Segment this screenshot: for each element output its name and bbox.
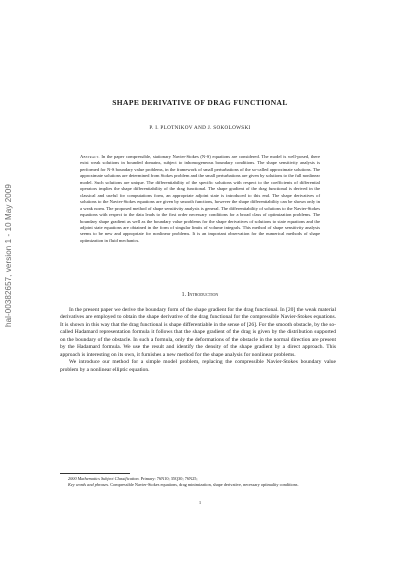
msc-text: Primary: 76N10; 35Q30; 76N25; [140,476,198,481]
msc-label: 2000 Mathematics Subject Classification. [68,476,140,481]
keywords-text: Compressible Navier-Stokes equations, drag minimization, shape derivative, necessary optimality conditions. [110,482,299,487]
page-number: 1 [198,500,202,505]
abstract-text: In the paper compressible, stationary Navier-Stokes (N-S) equations are considered. The model is well-posed, there exist weak solutions in bounded domains, subject to inhomogeneous boundary conditions. The shape sensitivity analysis is performed for N-S boundary value problems, in the framework of small perturbations of the so-called approximate solutions. The approximate solutions are determined from Stokes problem and the small perturbations are given by solutions to the full nonlinear model. Such solutions are unique. The differentiability of the specific solutions with respect to the coefficients of differential operators implies the shape differentiability of the drag functional. The shape gradient of the drag functional is derived in the classical and useful for computations form, an appropriate adjoint state is introduced to this end. The shape derivatives of solutions to the Navier-Stokes equations are given by smooth functions, however the shape differentiability can be shown only in a weak norm. The proposed method of shape sensitivity analysis is general. The differentiability of solutions to the Navier-Stokes equations with respect to the data leads to the first order necessary conditions for a broad class of optimization problems. The boundary shape gradient as well as the boundary value problems for the shape derivatives of solutions to state equations and the adjoint state equations are obtained in the form of singular limits of volume integrals. This method of shape sensitivity analysis seems to be new and appropriate for nonlinear problems. It is an important observation for the numerical methods of shape optimization in fluid mechanics. [80,154,320,243]
keywords-label: Key words and phrases. [68,482,110,487]
footnote-divider [60,473,130,474]
hal-identifier: hal-00382657, version 1 - 10 May 2009 [3,183,13,327]
abstract-block [80,154,320,244]
hal-side-stamp [0,110,16,400]
paragraph: We introduce our method for a simple model problem, replacing the compressible Navier-Stokes boundary value problem by a nonlinear elliptic equation. [60,359,336,373]
paragraph: In the present paper we derive the boundary form of the shape gradient for the drag functional. In [20] the weak material derivatives are employed to obtain the shape derivative of the drag functional for the compressible Navier-Stokes equations. It is shown in this way that the drag functional is shape differentiable in the sense of [26]. For the smooth obstacle, by the so-called Hadamard representation formula it follows that the shape gradient of the drag is given by the distribution supported on the boundary of the obstacle. In such a formula, only the deformations of the obstacle in the normal direction are present by the Hadamard formula. We use the result and identify the density of the shape gradient by a direct approach. This approach is interesting on its own, it furnishes a new method for the shape analysis for nonlinear problems. [60,307,336,358]
section-title: Introduction [187,292,219,298]
abstract-label: Abstract. [80,154,100,159]
footnotes-block [60,476,336,488]
paper-authors: P. I. PLOTNIKOV AND J. SOKOLOWSKI [149,125,251,131]
section-heading-introduction [40,292,360,298]
keywords-footnote [60,482,336,488]
paper-title: SHAPE DERIVATIVE OF DRAG FUNCTIONAL [112,98,288,107]
section-number: 1. [181,292,187,298]
introduction-body [60,307,336,374]
